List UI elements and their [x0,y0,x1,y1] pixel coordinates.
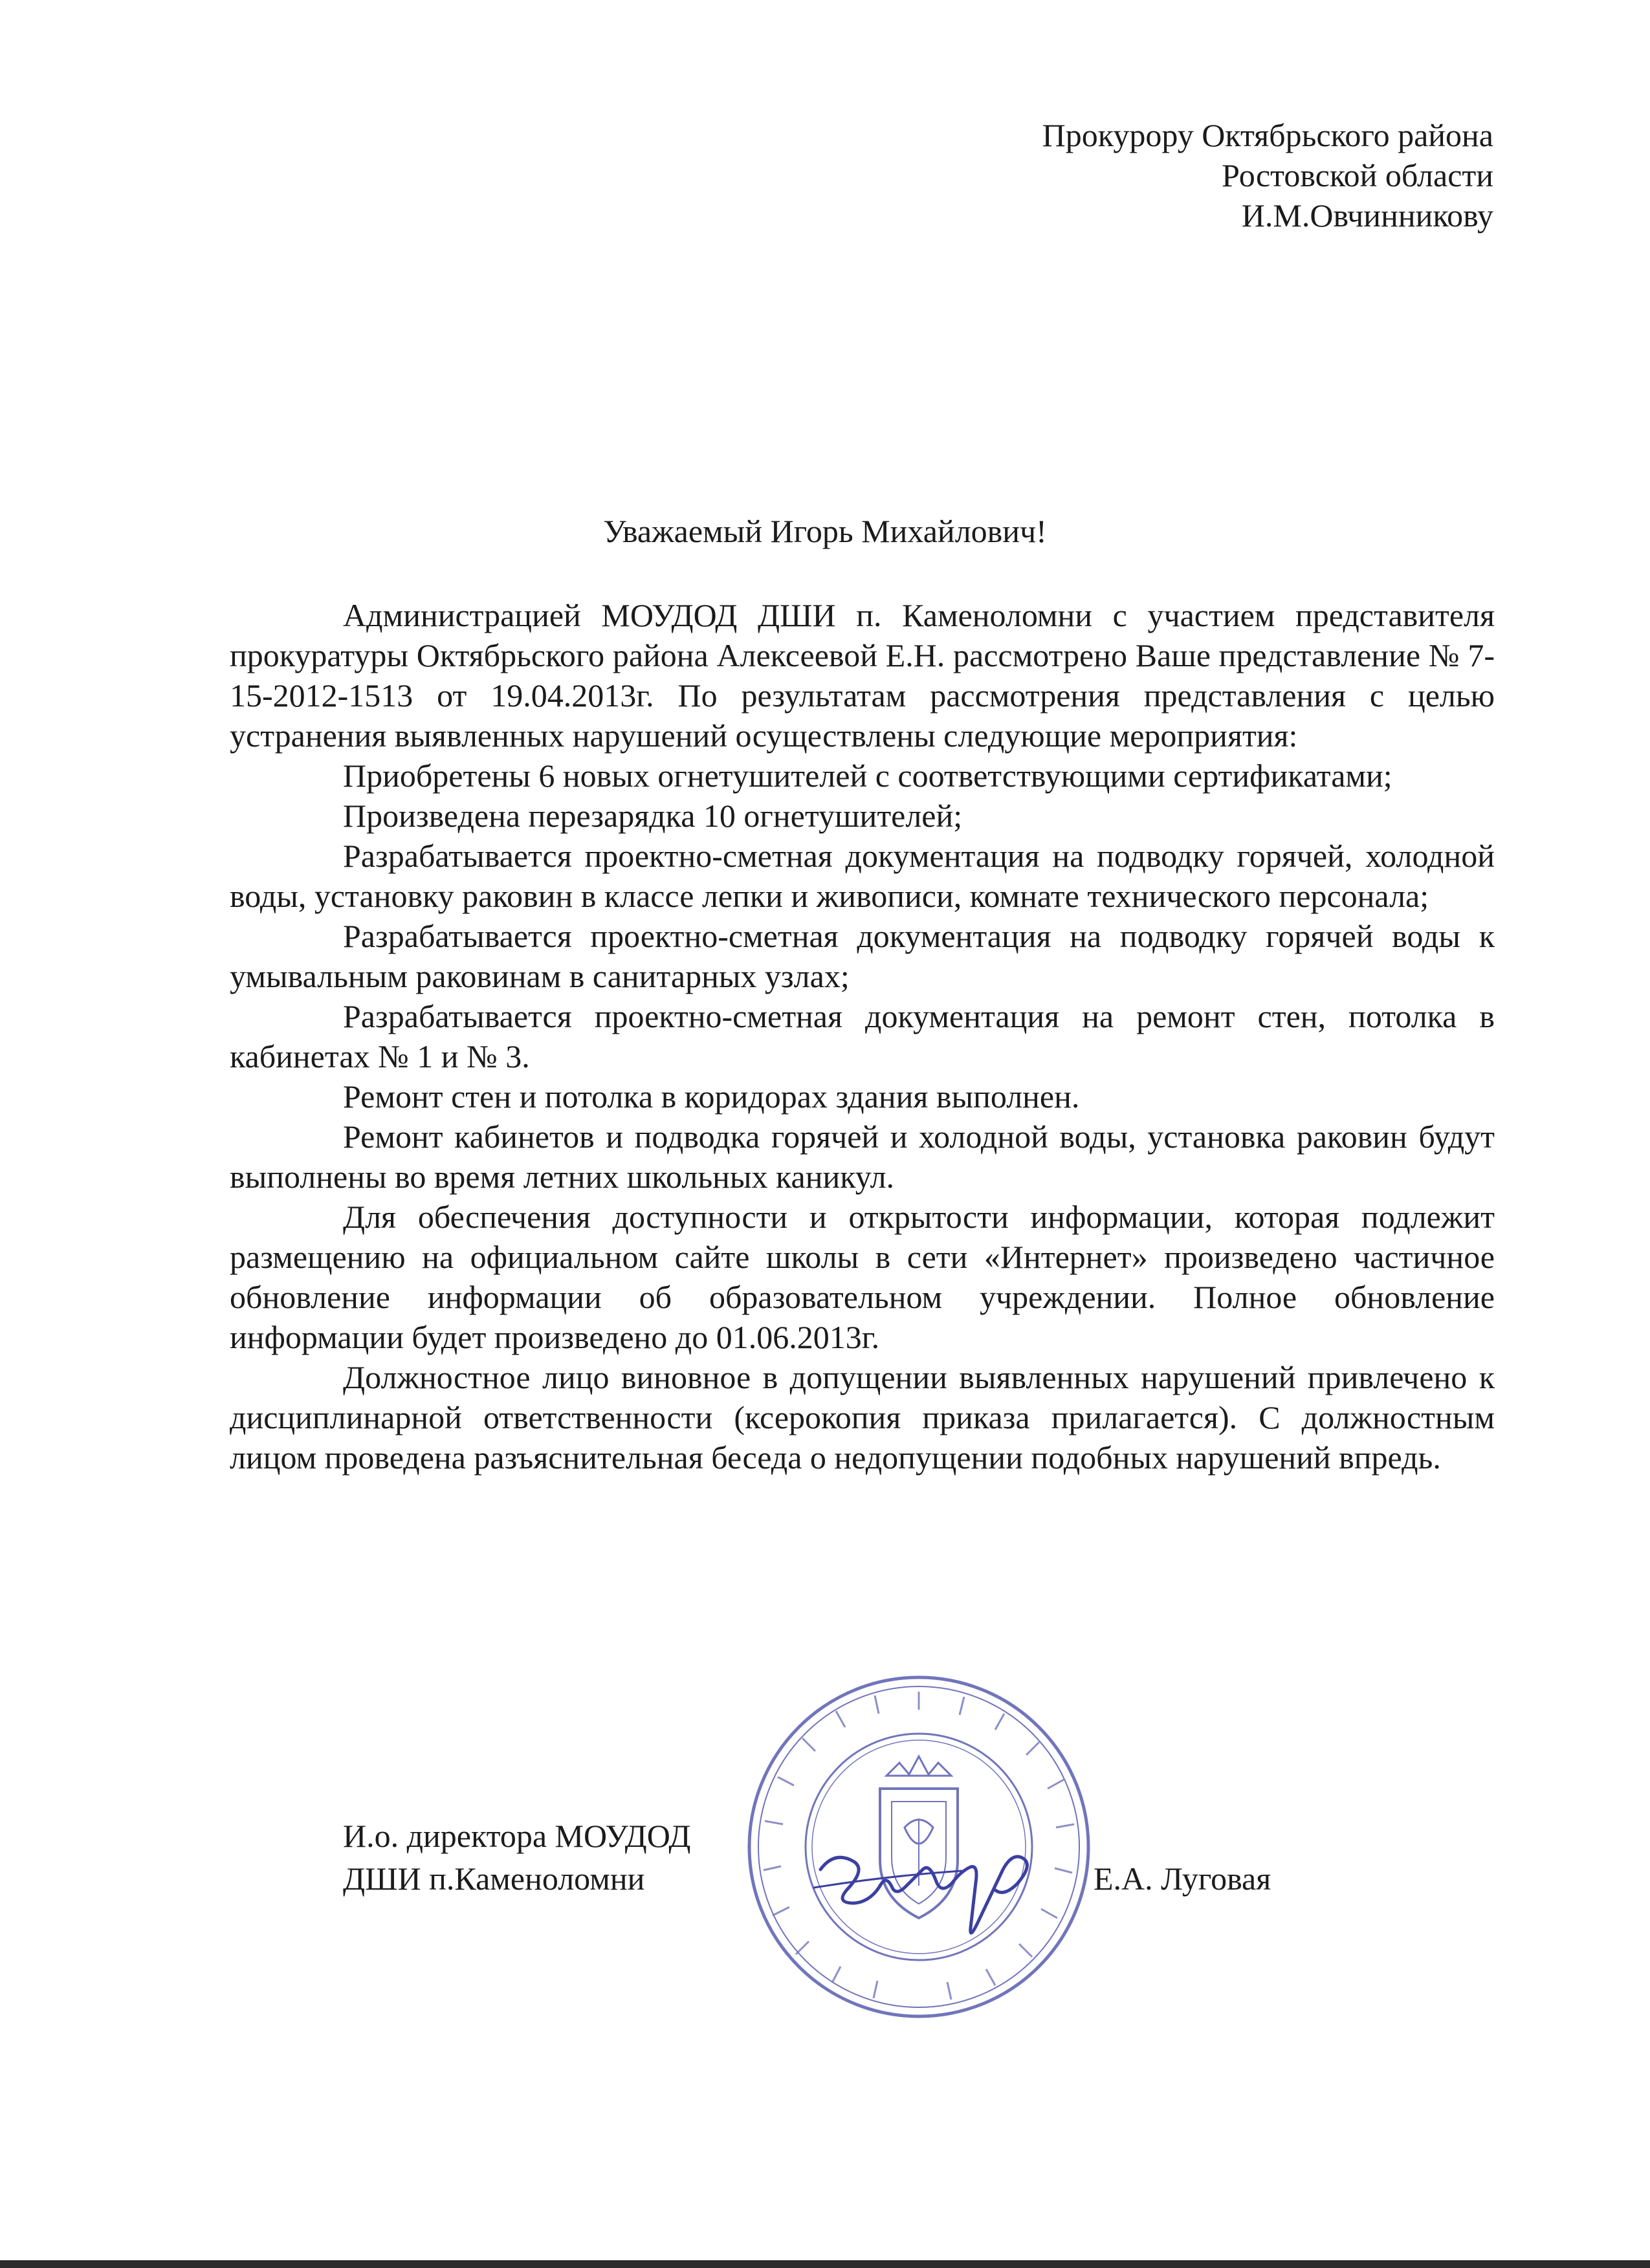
measure-item-1: Приобретены 6 новых огнетушителей с соответствующими сертификатами; [343,758,1392,794]
addressee-line-3: И.М.Овчинникову [1241,197,1493,234]
website-paragraph: Для обеспечения доступности и открытости информации, которая подлежит размещению на официальном сайте школы в сети «Интернет» произведено частичное обновление информации об образовательном учреждении. Полное обновление информации будет произведено до 01.06.2013г. [230,1199,1495,1355]
signature-title [343,1815,690,1900]
measure-item-6: Ремонт стен и потолка в коридорах здания выполнен. [343,1078,1080,1115]
scan-edge [0,2260,1650,2268]
measure-item-4: Разрабатывается проектно-сметная документация на подводку горячей воды к умывальным раковинам в санитарных узлах; [230,918,1495,994]
handwritten-signature [809,1824,1042,1954]
signature-title-line-1: И.о. директора МОУДОД [343,1818,691,1854]
responsibility-paragraph: Должностное лицо виновное в допущении выявленных нарушений привлечено к дисциплинарной ответственности (ксерокопия приказа прилагается). С должностным лицом проведена разъяснительная беседа о недопущении подобных нарушений впредь. [230,1359,1495,1476]
addressee-block [1042,115,1493,235]
letter-body [230,595,1495,1477]
signature-title-line-2: ДШИ п.Каменоломни [343,1860,645,1897]
intro-paragraph: Администрацией МОУДОД ДШИ п. Каменоломни с участием представителя прокуратуры Октябрьского района Алексеевой Е.Н. рассмотрено Ваше представление № 7-15-2012-1513 от 19.04.2013г. По результатам рассмотрения представления с целью устранения выявленных нарушений осуществлены следующие мероприятия: [230,597,1495,754]
addressee-line-2: Ростовской области [1222,157,1493,193]
measure-item-2: Произведена перезарядка 10 огнетушителей; [343,798,963,834]
measure-item-3: Разрабатывается проектно-сметная документация на подводку горячей, холодной воды, установку раковин в классе лепки и живописи, комнате технического персонала; [230,838,1495,914]
signatory-name: Е.А. Луговая [1094,1860,1271,1897]
repairs-paragraph: Ремонт кабинетов и подводка горячей и холодной воды, установка раковин будут выполнены во время летних школьных каникул. [230,1118,1495,1195]
salutation: Уважаемый Игорь Михайлович! [603,513,1047,549]
addressee-line-1: Прокурору Октябрьского района [1042,117,1493,153]
measure-item-5: Разрабатывается проектно-сметная документация на ремонт стен, потолка в кабинетах № 1 и № 3. [230,998,1495,1074]
